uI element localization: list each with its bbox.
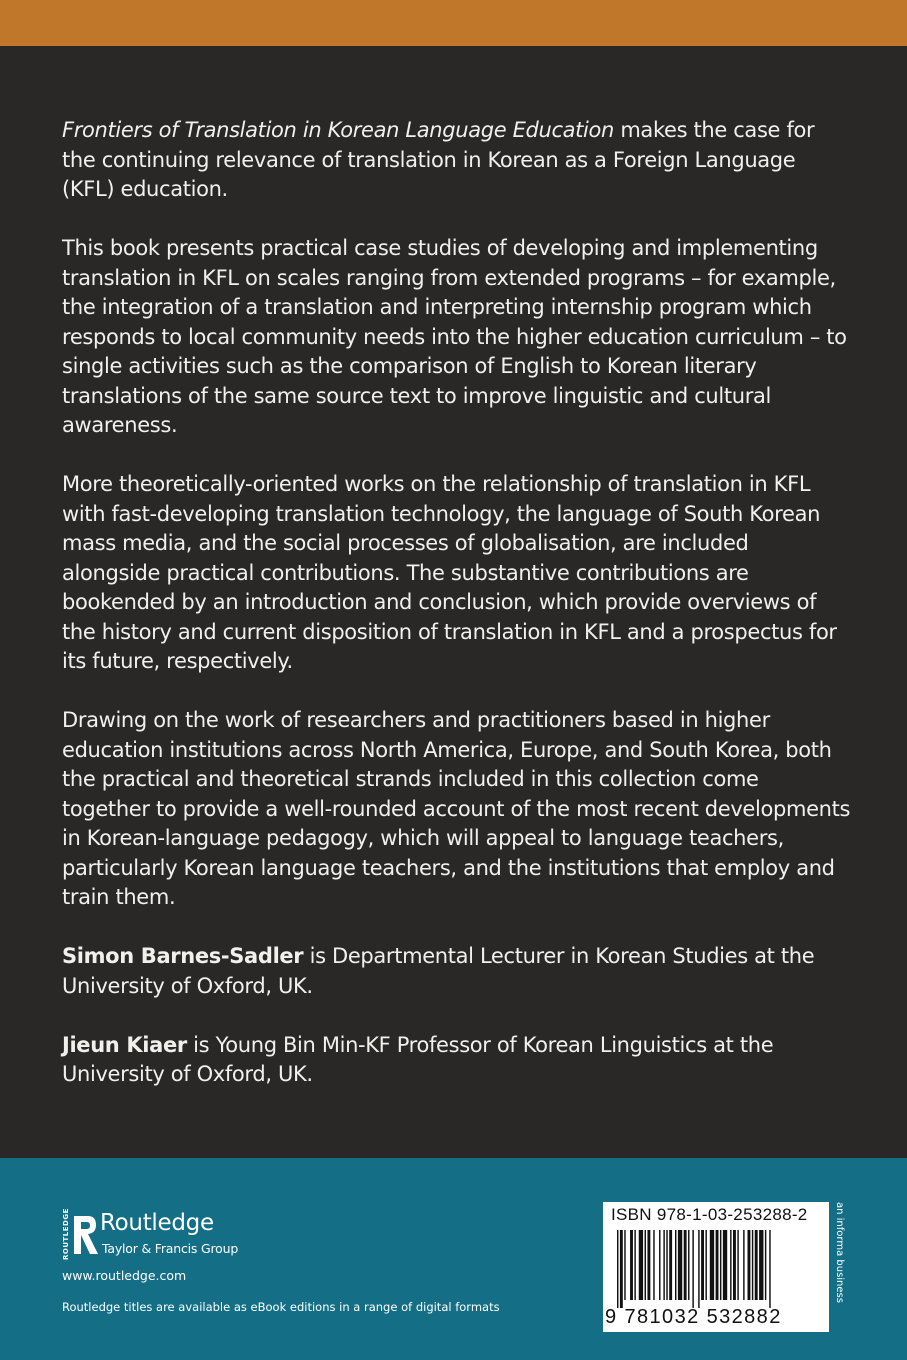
barcode-bar — [620, 1230, 623, 1308]
barcode-bar — [645, 1230, 646, 1300]
publisher-group: Taylor & Francis Group — [102, 1241, 239, 1256]
author-bio-text: is Departmental Lecturer in Korean Studies at the University of Oxford, UK. — [62, 944, 815, 998]
barcode-bar — [669, 1230, 672, 1300]
author-name: Jieun Kiaer — [62, 1032, 187, 1057]
isbn-label: ISBN 978-1-03-253288-2 — [611, 1205, 808, 1224]
barcode-bar — [617, 1230, 618, 1308]
barcode-bar — [730, 1230, 731, 1300]
barcode-bar — [692, 1230, 693, 1308]
barcode-bar — [723, 1230, 727, 1300]
barcode-bar — [720, 1230, 721, 1300]
author-name: Simon Barnes-Sadler — [62, 944, 304, 968]
barcode-bar — [653, 1230, 654, 1300]
barcode-bar — [716, 1230, 719, 1300]
isbn-digits: 9 781032 532882 — [605, 1306, 782, 1328]
barcode-bar — [684, 1230, 687, 1300]
publisher-name: Routledge — [100, 1210, 214, 1236]
description-paragraph-2: This book presents practical case studies of developing and implementing translation in KFL on scales ranging from extended programs – for example, the integration of a translation and interpreting internship program which responds to local community needs into the higher education curriculum – to single activities such as the comparison of English to Korean literary translations of the same source text to improve linguistic and cultural awareness. — [62, 236, 847, 437]
logo-vertical-wordmark: ROUTLEDGE — [62, 1208, 70, 1260]
barcode-bar — [748, 1230, 751, 1300]
author-bio-text: is Young Bin Min-KF Professor of Korean Linguistics at the University of Oxford, UK. — [62, 1032, 774, 1086]
routledge-icon — [72, 1212, 100, 1258]
barcode-bar — [698, 1230, 699, 1308]
barcode-bar — [701, 1230, 704, 1300]
barcode-bar — [733, 1230, 736, 1300]
barcode-bar — [647, 1230, 650, 1300]
barcode-bar — [765, 1230, 766, 1300]
description-paragraph-1-text: makes the case for the continuing relevance of translation in Korean as a Foreign Language (KFL) education. — [62, 118, 815, 201]
barcode-bar — [630, 1230, 633, 1300]
description-paragraph-4: Drawing on the work of researchers and practitioners based in higher education institutions across North America, Europe, and South Korea, both the practical and theoretical strands included in this collection come together to provide a well-rounded account of the most recent developments in Korean-language pedagogy, which will appeal to language teachers, particularly Korean language teachers, and the institutions that employ and train them. — [62, 708, 851, 909]
barcode-bar — [666, 1230, 667, 1300]
isbn-barcode-box — [603, 1202, 829, 1332]
barcode-bar — [769, 1230, 770, 1308]
description-paragraph-3: More theoretically-oriented works on the relationship of translation in KFL with fast-developing translation technology, the language of South Korean mass media, and the social processes of globalisation, are included alongside practical contributions. The substantive contributions are bookended by an introduction and conclusion, which provide overviews of the history and current disposition of translation in KFL and a prospectus for its future, respectively. — [62, 472, 837, 673]
publisher-footer — [0, 1158, 907, 1360]
author-bio-1 — [62, 942, 852, 1001]
routledge-logo — [62, 1210, 262, 1268]
barcode-bar — [737, 1230, 738, 1300]
back-cover-main — [0, 46, 907, 1158]
barcode-bar — [688, 1230, 689, 1300]
book-title: Frontiers of Translation in Korean Language Education — [62, 118, 614, 142]
informa-tagline: an informa business — [834, 1202, 845, 1303]
ebook-note: Routledge titles are available as eBook editions in a range of digital formats — [62, 1300, 500, 1314]
publisher-url[interactable]: www.routledge.com — [62, 1268, 187, 1283]
barcode-bar — [663, 1230, 664, 1300]
author-bio-2 — [62, 1031, 852, 1090]
barcode-bar — [678, 1230, 682, 1300]
description-paragraph-1 — [62, 116, 852, 205]
barcode-bar — [710, 1230, 714, 1300]
barcode-bar — [759, 1230, 763, 1300]
top-color-band — [0, 0, 907, 46]
barcode-bar — [675, 1230, 676, 1300]
barcode-bar — [755, 1230, 758, 1300]
barcode-bar — [624, 1230, 625, 1300]
barcode-bar — [634, 1230, 635, 1300]
barcode-bar — [705, 1230, 706, 1300]
barcode-bar — [659, 1230, 660, 1300]
book-description — [62, 116, 852, 1119]
barcode-bar — [743, 1230, 744, 1300]
barcode-bar — [752, 1230, 753, 1300]
barcode-bar — [639, 1230, 643, 1300]
